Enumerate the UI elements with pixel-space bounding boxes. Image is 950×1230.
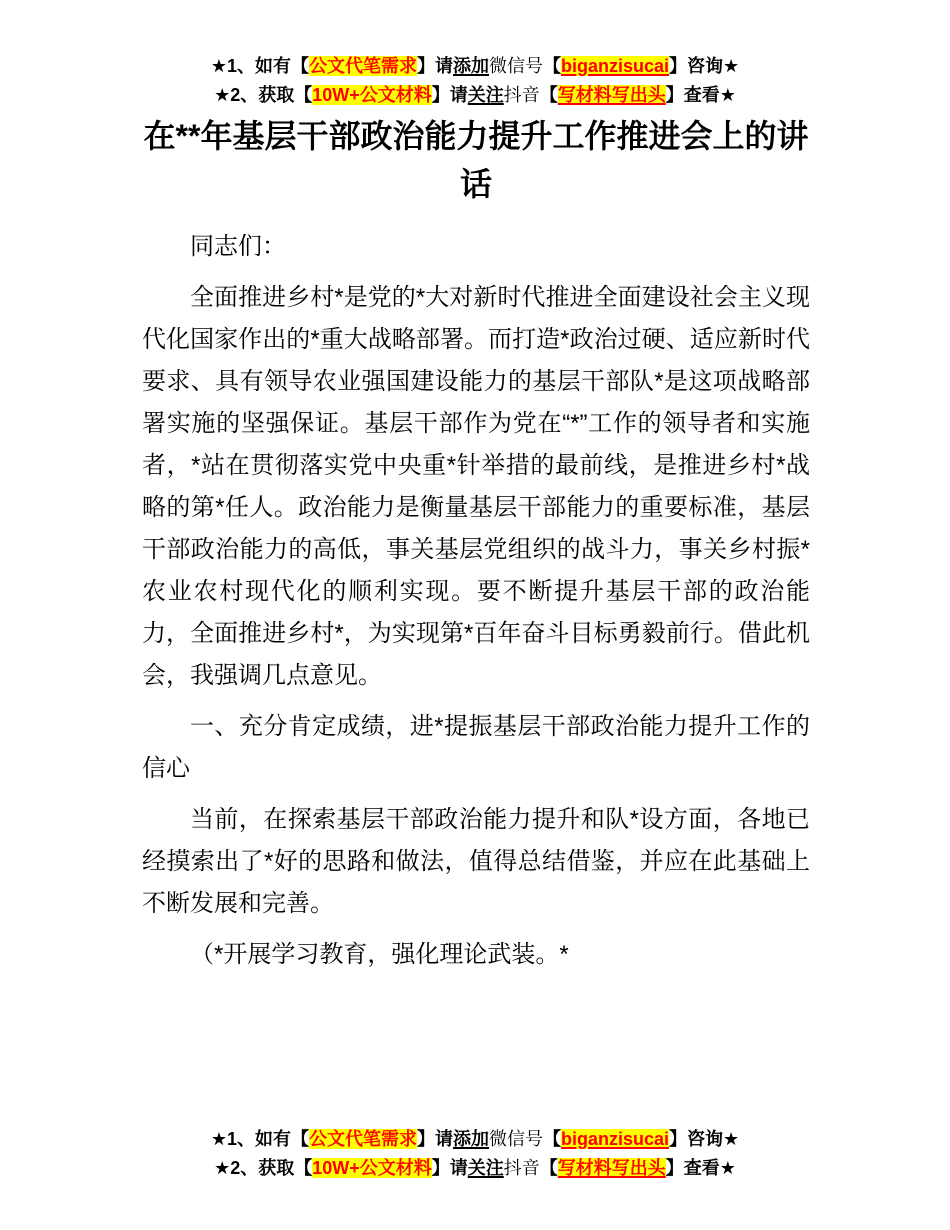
promo-line-1 <box>0 52 950 81</box>
paragraph: 全面推进乡村*是党的*大对新时代推进全面建设社会主义现代化国家作出的*重大战略部署。而打造*政治过硬、适应新时代要求、具有领导农业强国建设能力的基层干部队*是这项战略部署实施的坚强保证。基层干部作为党在“*”工作的领导者和实施者，*站在贯彻落实党中央重*针举措的最前线，是推进乡村*战略的第*任人。政治能力是衡量基层干部能力的重要标准，基层干部政治能力的高低，事关基层党组织的战斗力，事关乡村振*农业农村现代化的顺利实现。要不断提升基层干部的政治能力，全面推进乡村*，为实现第*百年奋斗目标勇毅前行。借此机会，我强调几点意见。 <box>142 284 810 689</box>
header-promo-banner <box>0 52 950 110</box>
promo-line-1 <box>0 1125 950 1154</box>
promo-segment: 10W+公文材料 <box>312 85 432 105</box>
promo-line-2 <box>0 81 950 110</box>
promo-segment: 】请 <box>416 56 453 76</box>
promo-segment: 【 <box>539 85 558 105</box>
promo-segment: 】咨询★ <box>669 56 740 76</box>
paragraph: 一、充分肯定成绩，进*提振基层干部政治能力提升工作的信心 <box>142 713 810 782</box>
paragraph: 当前，在探索基层干部政治能力提升和队*设方面，各地已经摸索出了*好的思路和做法，值得总结借鉴，并应在此基础上不断发展和完善。 <box>142 806 810 917</box>
promo-segment: 微信号 <box>488 1129 543 1149</box>
promo-segment: ★1、如有【 <box>210 1129 309 1149</box>
promo-segment: 添加 <box>452 1129 489 1149</box>
promo-segment: 【 <box>539 1158 558 1178</box>
promo-segment: 公文代笔需求 <box>308 56 417 76</box>
paragraphs-container <box>142 226 810 976</box>
paragraph: 同志们： <box>190 233 286 260</box>
promo-segment: 抖音 <box>503 85 540 105</box>
promo-segment: 10W+公文材料 <box>312 1158 432 1178</box>
promo-segment: 抖音 <box>503 1158 540 1178</box>
promo-segment: biganzisucai <box>560 1129 670 1149</box>
promo-segment: 关注 <box>467 1158 504 1178</box>
document-title: 在**年基层干部政治能力提升工作推进会上的讲话 <box>143 118 809 202</box>
document-body <box>142 112 810 985</box>
promo-segment: ★2、获取【 <box>214 1158 313 1178</box>
promo-segment: ★2、获取【 <box>214 85 313 105</box>
promo-segment: 】请 <box>431 85 468 105</box>
promo-segment: 】查看★ <box>665 1158 736 1178</box>
promo-segment: 写材料写出头 <box>557 1158 666 1178</box>
promo-segment: 关注 <box>467 85 504 105</box>
promo-segment: 【 <box>542 1129 561 1149</box>
promo-segment: 【 <box>542 56 561 76</box>
promo-segment: 公文代笔需求 <box>308 1129 417 1149</box>
promo-segment: biganzisucai <box>560 56 670 76</box>
promo-segment: ★1、如有【 <box>210 56 309 76</box>
promo-segment: 微信号 <box>488 56 543 76</box>
promo-segment: 写材料写出头 <box>557 85 666 105</box>
promo-line-2 <box>0 1154 950 1183</box>
promo-segment: 】请 <box>431 1158 468 1178</box>
paragraph: （*开展学习教育，强化理论武装。* <box>190 941 569 968</box>
promo-segment: 添加 <box>452 56 489 76</box>
promo-segment: 】咨询★ <box>669 1129 740 1149</box>
promo-segment: 】请 <box>416 1129 453 1149</box>
promo-segment: 】查看★ <box>665 85 736 105</box>
footer-promo-banner <box>0 1125 950 1183</box>
